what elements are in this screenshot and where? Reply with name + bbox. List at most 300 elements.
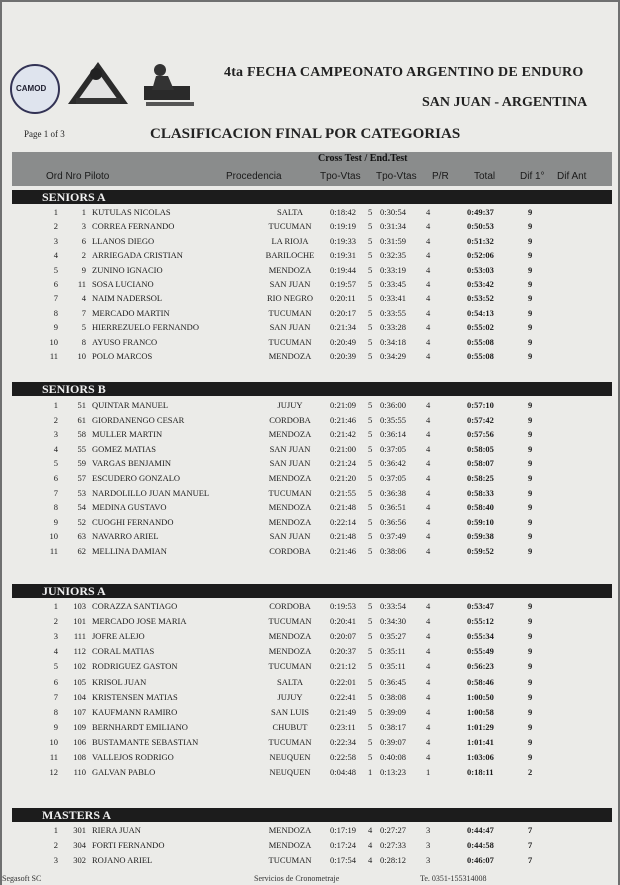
cell-tl: 9 bbox=[528, 676, 533, 687]
cell-l2: 4 bbox=[426, 414, 431, 425]
cell-proc: MENDOZA bbox=[268, 631, 312, 642]
cell-tl: 9 bbox=[528, 336, 533, 347]
cell-l2: 4 bbox=[426, 502, 431, 513]
cell-total: 0:57:10 bbox=[467, 400, 494, 410]
cell-nro: 57 bbox=[77, 473, 86, 483]
cell-l1: 5 bbox=[368, 443, 373, 454]
cell-l1: 5 bbox=[368, 691, 373, 702]
cell-piloto: GALVAN PABLO bbox=[92, 767, 156, 778]
cell-total: 0:55:08 bbox=[467, 351, 494, 361]
cell-piloto: JOFRE ALEJO bbox=[92, 631, 145, 642]
cell-t1: 0:20:41 bbox=[330, 616, 356, 627]
cell-piloto: QUINTAR MANUEL bbox=[92, 400, 169, 410]
cell-t1: 0:21:48 bbox=[330, 502, 356, 513]
cell-ord: 9 bbox=[53, 721, 58, 732]
cell-total: 0:55:34 bbox=[467, 631, 494, 642]
cell-l2: 4 bbox=[426, 676, 431, 687]
cell-l1: 5 bbox=[368, 279, 373, 289]
table-row bbox=[12, 278, 612, 292]
cell-proc: SAN JUAN bbox=[269, 443, 311, 454]
cell-proc: SAN JUAN bbox=[269, 458, 311, 469]
table-row bbox=[12, 457, 612, 471]
cell-t1: 0:18:42 bbox=[330, 207, 356, 217]
table-row bbox=[12, 676, 612, 690]
cell-piloto: CORAL MATIAS bbox=[92, 646, 155, 657]
cell-ord: 2 bbox=[53, 616, 58, 627]
category-header: SENIORS B bbox=[12, 382, 612, 396]
cell-l2: 4 bbox=[426, 429, 431, 440]
cell-l1: 5 bbox=[368, 336, 373, 347]
cell-l1: 5 bbox=[368, 502, 373, 513]
cell-piloto: CUOGHI FERNANDO bbox=[92, 516, 174, 527]
table-row bbox=[12, 220, 612, 234]
cell-nro: 302 bbox=[73, 855, 86, 865]
cell-l1: 5 bbox=[368, 736, 373, 747]
cell-ord: 8 bbox=[53, 502, 58, 513]
cell-l2: 4 bbox=[426, 661, 431, 672]
cell-total: 0:59:38 bbox=[467, 531, 494, 542]
table-row bbox=[12, 736, 612, 750]
cell-tl: 7 bbox=[528, 855, 533, 865]
cell-tl: 9 bbox=[528, 546, 533, 556]
cell-t1: 0:23:11 bbox=[330, 721, 356, 732]
cell-t1: 0:21:24 bbox=[330, 458, 356, 469]
cell-nro: 51 bbox=[77, 400, 86, 410]
cell-t2: 0:36:51 bbox=[380, 502, 406, 513]
cell-total: 1:03:06 bbox=[467, 752, 494, 762]
cell-proc: SAN JUAN bbox=[269, 322, 311, 333]
cell-l2: 1 bbox=[426, 767, 431, 778]
cell-t2: 0:36:00 bbox=[380, 400, 406, 410]
cell-total: 0:58:05 bbox=[467, 443, 494, 454]
cell-piloto: HIERREZUELO FERNANDO bbox=[92, 322, 199, 333]
cell-l2: 4 bbox=[426, 235, 431, 246]
cell-proc: MENDOZA bbox=[268, 429, 312, 440]
cell-piloto: VALLEJOS RODRIGO bbox=[92, 752, 174, 762]
cell-piloto: RIERA JUAN bbox=[92, 825, 141, 835]
cell-l2: 4 bbox=[426, 221, 431, 232]
cell-t1: 0:21:49 bbox=[330, 706, 356, 717]
cell-l1: 5 bbox=[368, 307, 373, 318]
cell-tl: 9 bbox=[528, 473, 533, 483]
cell-t2: 0:38:08 bbox=[380, 691, 406, 702]
cell-t1: 0:19:44 bbox=[330, 264, 356, 275]
cell-nro: 8 bbox=[81, 336, 86, 347]
cell-l2: 4 bbox=[426, 307, 431, 318]
cell-proc: SAN JUAN bbox=[269, 279, 311, 289]
cell-t2: 0:32:35 bbox=[380, 250, 406, 261]
table-row bbox=[12, 292, 612, 306]
cell-l2: 4 bbox=[426, 458, 431, 469]
cell-proc: SALTA bbox=[277, 676, 303, 687]
cell-t1: 0:22:01 bbox=[330, 676, 356, 687]
sponsor-logos bbox=[10, 50, 210, 120]
cell-l1: 5 bbox=[368, 473, 373, 483]
cell-l2: 4 bbox=[426, 487, 431, 498]
cell-t1: 0:19:31 bbox=[330, 250, 356, 261]
cell-t2: 0:38:06 bbox=[380, 546, 406, 556]
cell-total: 0:44:58 bbox=[467, 840, 494, 850]
cell-ord: 4 bbox=[53, 443, 58, 454]
cell-total: 0:55:08 bbox=[467, 336, 494, 347]
cell-total: 0:46:07 bbox=[467, 855, 494, 865]
cell-l2: 4 bbox=[426, 601, 431, 611]
cell-nro: 109 bbox=[73, 721, 86, 732]
cell-tl: 9 bbox=[528, 616, 533, 627]
cell-t2: 0:27:27 bbox=[380, 825, 406, 835]
cell-l2: 4 bbox=[426, 322, 431, 333]
cell-total: 0:54:13 bbox=[467, 307, 494, 318]
cell-l2: 4 bbox=[426, 443, 431, 454]
table-row bbox=[12, 691, 612, 705]
cell-l2: 4 bbox=[426, 207, 431, 217]
table-row bbox=[12, 249, 612, 263]
cell-total: 0:57:56 bbox=[467, 429, 494, 440]
cell-l2: 4 bbox=[426, 473, 431, 483]
col-dif1: Dif 1° bbox=[520, 171, 545, 182]
cell-tl: 9 bbox=[528, 322, 533, 333]
cell-l1: 1 bbox=[368, 767, 373, 778]
cell-total: 0:55:02 bbox=[467, 322, 494, 333]
cell-tl: 9 bbox=[528, 752, 533, 762]
cell-nro: 63 bbox=[77, 531, 86, 542]
cell-nro: 4 bbox=[81, 293, 86, 304]
cell-t1: 0:22:41 bbox=[330, 691, 356, 702]
cell-nro: 6 bbox=[81, 235, 86, 246]
cell-nro: 52 bbox=[77, 516, 86, 527]
cell-nro: 105 bbox=[73, 676, 86, 687]
table-row bbox=[12, 751, 612, 765]
cell-nro: 3 bbox=[81, 221, 86, 232]
cell-l1: 5 bbox=[368, 631, 373, 642]
cell-t1: 0:21:46 bbox=[330, 546, 356, 556]
cell-total: 0:58:46 bbox=[467, 676, 494, 687]
cell-t1: 0:21:42 bbox=[330, 429, 356, 440]
cell-t1: 0:22:14 bbox=[330, 516, 356, 527]
cell-l2: 3 bbox=[426, 840, 431, 850]
cell-tl: 9 bbox=[528, 736, 533, 747]
cell-ord: 7 bbox=[53, 487, 58, 498]
cell-total: 1:00:50 bbox=[467, 691, 494, 702]
cell-proc: LA RIOJA bbox=[271, 235, 309, 246]
cell-nro: 7 bbox=[81, 307, 86, 318]
cell-ord: 1 bbox=[53, 400, 58, 410]
cell-l2: 4 bbox=[426, 721, 431, 732]
cell-tl: 9 bbox=[528, 661, 533, 672]
cell-l1: 4 bbox=[368, 825, 373, 835]
cell-ord: 1 bbox=[53, 825, 58, 835]
cell-l2: 4 bbox=[426, 250, 431, 261]
rider-logo-icon bbox=[140, 60, 200, 108]
cell-nro: 62 bbox=[77, 546, 86, 556]
cell-nro: 104 bbox=[73, 691, 86, 702]
cell-proc: MENDOZA bbox=[268, 516, 312, 527]
cell-proc: BARILOCHE bbox=[265, 250, 315, 261]
category-header: SENIORS A bbox=[12, 190, 612, 204]
cell-tl: 9 bbox=[528, 646, 533, 657]
cell-t1: 0:04:48 bbox=[330, 767, 356, 778]
cell-t2: 0:33:19 bbox=[380, 264, 406, 275]
table-row bbox=[12, 530, 612, 544]
cell-ord: 1 bbox=[53, 601, 58, 611]
table-row bbox=[12, 336, 612, 350]
cell-t1: 0:20:37 bbox=[330, 646, 356, 657]
cell-ord: 9 bbox=[53, 516, 58, 527]
cell-l2: 4 bbox=[426, 336, 431, 347]
cell-l2: 4 bbox=[426, 293, 431, 304]
cell-piloto: KUTULAS NICOLAS bbox=[92, 207, 171, 217]
footer-left: Segasoft SC bbox=[2, 874, 42, 883]
cell-l1: 5 bbox=[368, 250, 373, 261]
cell-nro: 111 bbox=[73, 631, 86, 642]
cell-proc: SAN JUAN bbox=[269, 531, 311, 542]
cell-total: 0:44:47 bbox=[467, 825, 494, 835]
cell-l2: 4 bbox=[426, 400, 431, 410]
cell-nro: 106 bbox=[73, 736, 86, 747]
cell-nro: 5 bbox=[81, 322, 86, 333]
table-row bbox=[12, 206, 612, 220]
cell-tl: 9 bbox=[528, 516, 533, 527]
table-row bbox=[12, 766, 612, 780]
cell-t1: 0:21:48 bbox=[330, 531, 356, 542]
cell-nro: 101 bbox=[73, 616, 86, 627]
cell-t2: 0:33:55 bbox=[380, 307, 406, 318]
cell-nro: 61 bbox=[77, 414, 86, 425]
cell-l2: 4 bbox=[426, 646, 431, 657]
cell-l1: 5 bbox=[368, 351, 373, 361]
cell-t2: 0:39:09 bbox=[380, 706, 406, 717]
table-row bbox=[12, 443, 612, 457]
cell-l1: 4 bbox=[368, 855, 373, 865]
cell-proc: TUCUMAN bbox=[268, 661, 312, 672]
cell-tl: 9 bbox=[528, 691, 533, 702]
col-total: Total bbox=[474, 171, 496, 182]
cell-piloto: CORREA FERNANDO bbox=[92, 221, 175, 232]
cell-nro: 54 bbox=[77, 502, 86, 513]
col-difant: Dif Ant bbox=[557, 171, 587, 182]
cell-t1: 0:20:39 bbox=[330, 351, 356, 361]
cell-proc: SALTA bbox=[277, 207, 303, 217]
cell-proc: SAN LUIS bbox=[270, 706, 310, 717]
cell-total: 0:58:33 bbox=[467, 487, 494, 498]
cell-t2: 0:36:38 bbox=[380, 487, 406, 498]
cell-l1: 5 bbox=[368, 264, 373, 275]
cell-total: 0:56:23 bbox=[467, 661, 494, 672]
cell-l1: 5 bbox=[368, 207, 373, 217]
table-row bbox=[12, 630, 612, 644]
cell-ord: 5 bbox=[53, 661, 58, 672]
cell-t2: 0:35:55 bbox=[380, 414, 406, 425]
cell-piloto: GOMEZ MATIAS bbox=[92, 443, 156, 454]
cell-nro: 102 bbox=[73, 661, 86, 672]
cell-t2: 0:33:28 bbox=[380, 322, 406, 333]
cell-t2: 0:30:54 bbox=[380, 207, 406, 217]
cell-t1: 0:21:00 bbox=[330, 443, 356, 454]
cell-ord: 7 bbox=[53, 691, 58, 702]
cell-proc: MENDOZA bbox=[268, 502, 312, 513]
cell-proc: TUCUMAN bbox=[268, 336, 312, 347]
cell-ord: 11 bbox=[49, 752, 58, 762]
cell-ord: 9 bbox=[53, 322, 58, 333]
cell-t2: 0:31:59 bbox=[380, 235, 406, 246]
cell-proc: CORDOBA bbox=[269, 601, 311, 611]
cell-t2: 0:13:23 bbox=[380, 767, 406, 778]
table-row bbox=[12, 501, 612, 515]
cell-t1: 0:17:54 bbox=[330, 855, 356, 865]
cell-total: 0:53:03 bbox=[467, 264, 494, 275]
cell-tl: 7 bbox=[528, 840, 533, 850]
table-row bbox=[12, 414, 612, 428]
cell-tl: 7 bbox=[528, 825, 533, 835]
table-row bbox=[12, 487, 612, 501]
cell-total: 1:00:58 bbox=[467, 706, 494, 717]
cell-ord: 6 bbox=[53, 473, 58, 483]
cell-tl: 9 bbox=[528, 207, 533, 217]
category-header: JUNIORS A bbox=[12, 584, 612, 598]
cell-tl: 9 bbox=[528, 351, 533, 361]
cell-nro: 304 bbox=[73, 840, 86, 850]
cell-t2: 0:35:11 bbox=[380, 661, 406, 672]
cell-t2: 0:37:05 bbox=[380, 443, 406, 454]
cell-ord: 5 bbox=[53, 458, 58, 469]
cell-l1: 5 bbox=[368, 487, 373, 498]
table-row bbox=[12, 235, 612, 249]
cell-total: 1:01:29 bbox=[467, 721, 494, 732]
cell-piloto: MEDINA GUSTAVO bbox=[92, 502, 167, 513]
cell-t2: 0:40:08 bbox=[380, 752, 406, 762]
cell-l2: 4 bbox=[426, 264, 431, 275]
cell-total: 0:52:06 bbox=[467, 250, 494, 261]
cell-t2: 0:34:30 bbox=[380, 616, 406, 627]
cell-total: 0:58:25 bbox=[467, 473, 494, 483]
cell-tl: 9 bbox=[528, 721, 533, 732]
cell-l2: 4 bbox=[426, 516, 431, 527]
cell-ord: 8 bbox=[53, 307, 58, 318]
cell-t2: 0:38:17 bbox=[380, 721, 406, 732]
cell-nro: 11 bbox=[77, 279, 86, 289]
cell-t1: 0:20:17 bbox=[330, 307, 356, 318]
cell-tl: 9 bbox=[528, 414, 533, 425]
cell-piloto: SOSA LUCIANO bbox=[92, 279, 154, 289]
table-row bbox=[12, 545, 612, 559]
cell-tl: 9 bbox=[528, 400, 533, 410]
cell-l1: 5 bbox=[368, 721, 373, 732]
cell-ord: 2 bbox=[53, 840, 58, 850]
cell-ord: 4 bbox=[53, 646, 58, 657]
cell-t1: 0:21:55 bbox=[330, 487, 356, 498]
cell-total: 0:53:42 bbox=[467, 279, 494, 289]
cell-proc: MENDOZA bbox=[268, 264, 312, 275]
cell-proc: TUCUMAN bbox=[268, 616, 312, 627]
cell-piloto: MERCADO MARTIN bbox=[92, 307, 170, 318]
cell-t2: 0:36:45 bbox=[380, 676, 406, 687]
cell-total: 0:55:12 bbox=[467, 616, 494, 627]
cell-nro: 107 bbox=[73, 706, 86, 717]
cell-l1: 5 bbox=[368, 752, 373, 762]
cell-l2: 4 bbox=[426, 752, 431, 762]
cell-tl: 9 bbox=[528, 221, 533, 232]
cell-tl: 9 bbox=[528, 443, 533, 454]
col-pr: P/R bbox=[432, 171, 449, 182]
cell-total: 0:51:32 bbox=[467, 235, 494, 246]
cell-proc: CORDOBA bbox=[269, 546, 311, 556]
cell-ord: 3 bbox=[53, 855, 58, 865]
cell-ord: 3 bbox=[53, 235, 58, 246]
cell-total: 0:58:07 bbox=[467, 458, 494, 469]
cell-t2: 0:31:34 bbox=[380, 221, 406, 232]
cell-proc: TUCUMAN bbox=[268, 221, 312, 232]
footer-right: Te. 0351-155314008 bbox=[420, 874, 487, 883]
cell-l1: 5 bbox=[368, 429, 373, 440]
col-procedencia: Procedencia bbox=[226, 171, 282, 182]
cell-ord: 1 bbox=[53, 207, 58, 217]
cell-t2: 0:35:11 bbox=[380, 646, 406, 657]
cell-proc: TUCUMAN bbox=[268, 307, 312, 318]
camod-logo-icon: CAMOD bbox=[10, 64, 60, 114]
cell-tl: 9 bbox=[528, 706, 533, 717]
cell-ord: 7 bbox=[53, 293, 58, 304]
cell-l1: 5 bbox=[368, 458, 373, 469]
col-ord-nro-piloto: Ord Nro Piloto bbox=[46, 171, 110, 182]
cell-l1: 5 bbox=[368, 322, 373, 333]
table-row bbox=[12, 307, 612, 321]
cell-t2: 0:36:56 bbox=[380, 516, 406, 527]
cell-piloto: MERCADO JOSE MARIA bbox=[92, 616, 187, 627]
cell-l1: 5 bbox=[368, 293, 373, 304]
cell-piloto: AYUSO FRANCO bbox=[92, 336, 158, 347]
table-row bbox=[12, 428, 612, 442]
cell-ord: 6 bbox=[53, 279, 58, 289]
cell-total: 0:58:40 bbox=[467, 502, 494, 513]
cell-t1: 0:17:19 bbox=[330, 825, 356, 835]
cell-t1: 0:21:12 bbox=[330, 661, 356, 672]
table-row bbox=[12, 721, 612, 735]
cell-total: 0:53:52 bbox=[467, 293, 494, 304]
cell-nro: 301 bbox=[73, 825, 86, 835]
cell-l2: 4 bbox=[426, 531, 431, 542]
cell-l1: 5 bbox=[368, 221, 373, 232]
cell-l2: 4 bbox=[426, 706, 431, 717]
cell-ord: 4 bbox=[53, 250, 58, 261]
table-row bbox=[12, 706, 612, 720]
cell-l1: 4 bbox=[368, 840, 373, 850]
cell-l2: 4 bbox=[426, 279, 431, 289]
cell-piloto: NARDOLILLO JUAN MANUEL bbox=[92, 487, 210, 498]
cell-ord: 3 bbox=[53, 429, 58, 440]
cell-tl: 9 bbox=[528, 458, 533, 469]
cell-proc: RIO NEGRO bbox=[266, 293, 314, 304]
cell-tl: 9 bbox=[528, 487, 533, 498]
cell-nro: 9 bbox=[81, 264, 86, 275]
cell-proc: MENDOZA bbox=[268, 840, 312, 850]
cell-tl: 9 bbox=[528, 531, 533, 542]
cell-proc: MENDOZA bbox=[268, 646, 312, 657]
table-row bbox=[12, 824, 612, 838]
cell-nro: 58 bbox=[77, 429, 86, 440]
cell-piloto: VARGAS BENJAMIN bbox=[92, 458, 171, 469]
page-number: Page 1 of 3 bbox=[24, 129, 65, 139]
cell-t1: 0:17:24 bbox=[330, 840, 356, 850]
cell-t1: 0:21:20 bbox=[330, 473, 356, 483]
cell-tl: 9 bbox=[528, 631, 533, 642]
cell-nro: 59 bbox=[77, 458, 86, 469]
cell-ord: 2 bbox=[53, 414, 58, 425]
column-group-label: Cross Test / End.Test bbox=[318, 153, 408, 164]
cell-l1: 5 bbox=[368, 661, 373, 672]
cell-piloto: KAUFMANN RAMIRO bbox=[92, 706, 178, 717]
cell-tl: 9 bbox=[528, 264, 533, 275]
cell-t1: 0:20:11 bbox=[330, 293, 356, 304]
